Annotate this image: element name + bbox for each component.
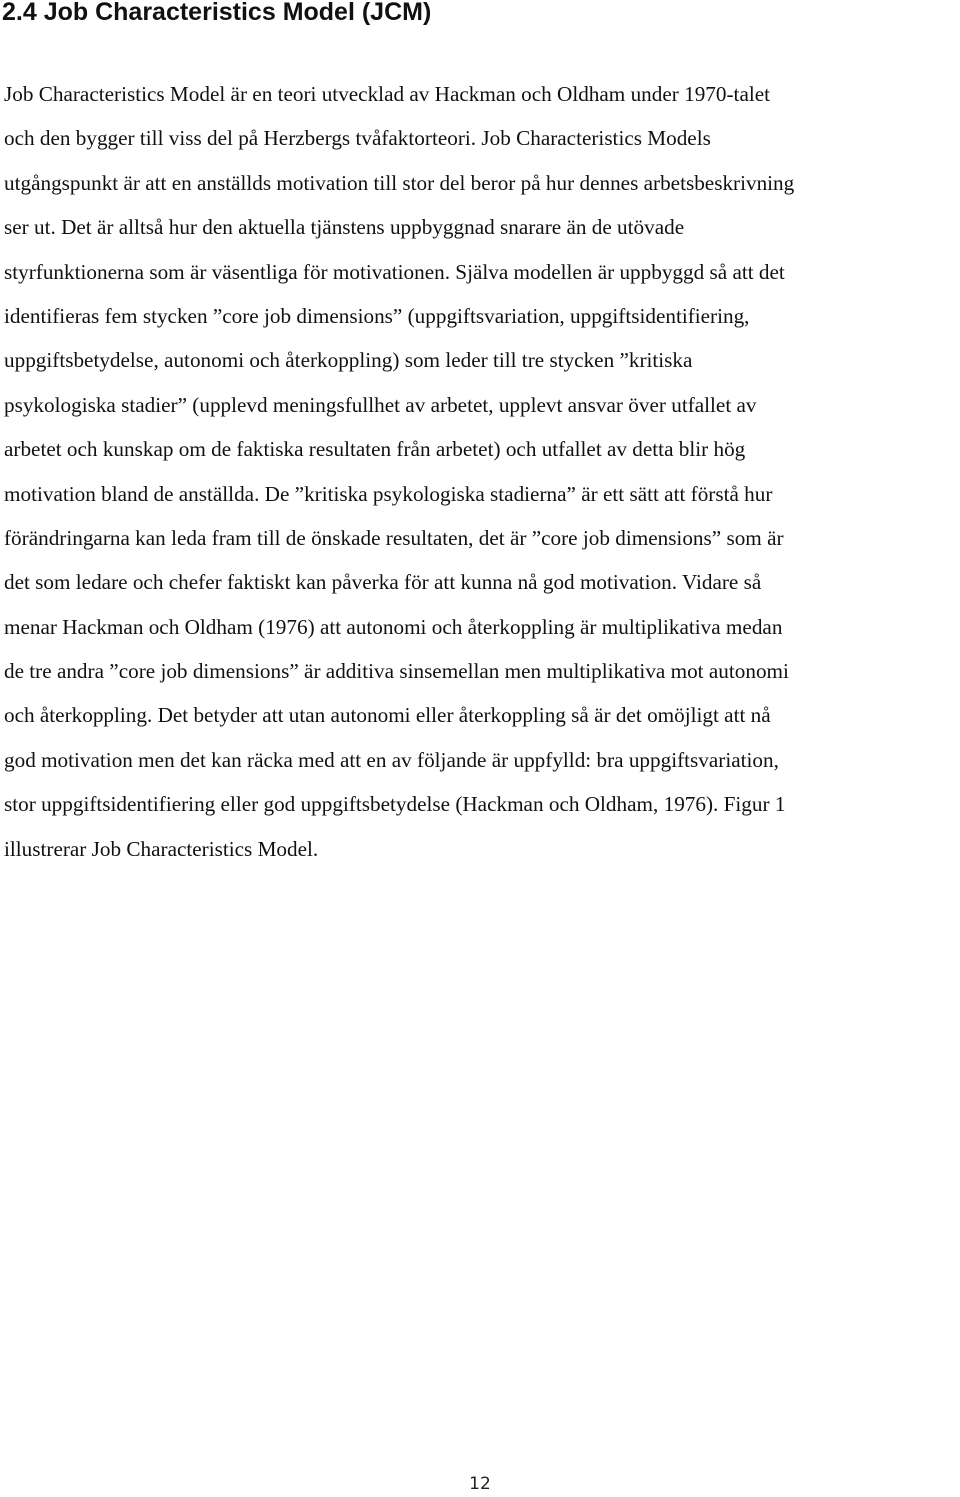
text-line: Job Characteristics Model är en teori utvecklad av Hackman och Oldham under 1970-talet: [4, 82, 771, 106]
text-line: det som ledare och chefer faktiskt kan påverka för att kunna nå god motivation. Vidare så: [4, 570, 762, 595]
text-line: utgångspunkt är att en anställds motivation till stor del beror på hur dennes arbetsbeskrivning: [4, 170, 795, 195]
page-number: 12: [469, 1474, 491, 1494]
text-line: och återkoppling. Det betyder att utan autonomi eller återkoppling så är det omöjligt att nå: [4, 703, 771, 728]
text-line: arbetet och kunskap om de faktiska resultaten från arbetet) och utfallet av detta blir hög: [4, 437, 746, 462]
text-line: ser ut. Det är alltså hur den aktuella tjänstens uppbyggnad snarare än de utövade: [4, 215, 685, 240]
text-line: god motivation men det kan räcka med att en av följande är uppfylld: bra uppgiftsvariation,: [4, 747, 779, 772]
text-line: uppgiftsbetydelse, autonomi och återkoppling) som leder till tre stycken ”kritiska: [4, 348, 693, 373]
text-line: och den bygger till viss del på Herzbergs tvåfaktorteori. Job Characteristics Models: [4, 126, 711, 151]
body-paragraph: [4, 72, 954, 871]
text-line: menar Hackman och Oldham (1976) att autonomi och återkoppling är multiplikativa medan: [4, 614, 783, 639]
text-line: styrfunktionerna som är väsentliga för motivationen. Själva modellen är uppbyggd så att det: [4, 259, 785, 284]
text-line: motivation bland de anställda. De ”kritiska psykologiska stadierna” är ett sätt att förstå hur: [4, 481, 773, 506]
text-line: förändringarna kan leda fram till de önskade resultaten, det är ”core job dimensions” som är: [4, 525, 784, 550]
section-heading: 2.4 Job Characteristics Model (JCM): [2, 0, 432, 26]
text-line: identifieras fem stycken ”core job dimensions” (uppgiftsvariation, uppgiftsidentifiering,: [4, 303, 750, 328]
text-line: psykologiska stadier” (upplevd meningsfullhet av arbetet, upplevt ansvar över utfallet av: [4, 392, 757, 417]
text-line: stor uppgiftsidentifiering eller god uppgiftsbetydelse (Hackman och Oldham, 1976). Figur 1: [4, 792, 786, 817]
text-line: illustrerar Job Characteristics Model.: [4, 836, 319, 861]
text-line: de tre andra ”core job dimensions” är additiva sinsemellan men multiplikativa mot autonomi: [4, 659, 789, 684]
